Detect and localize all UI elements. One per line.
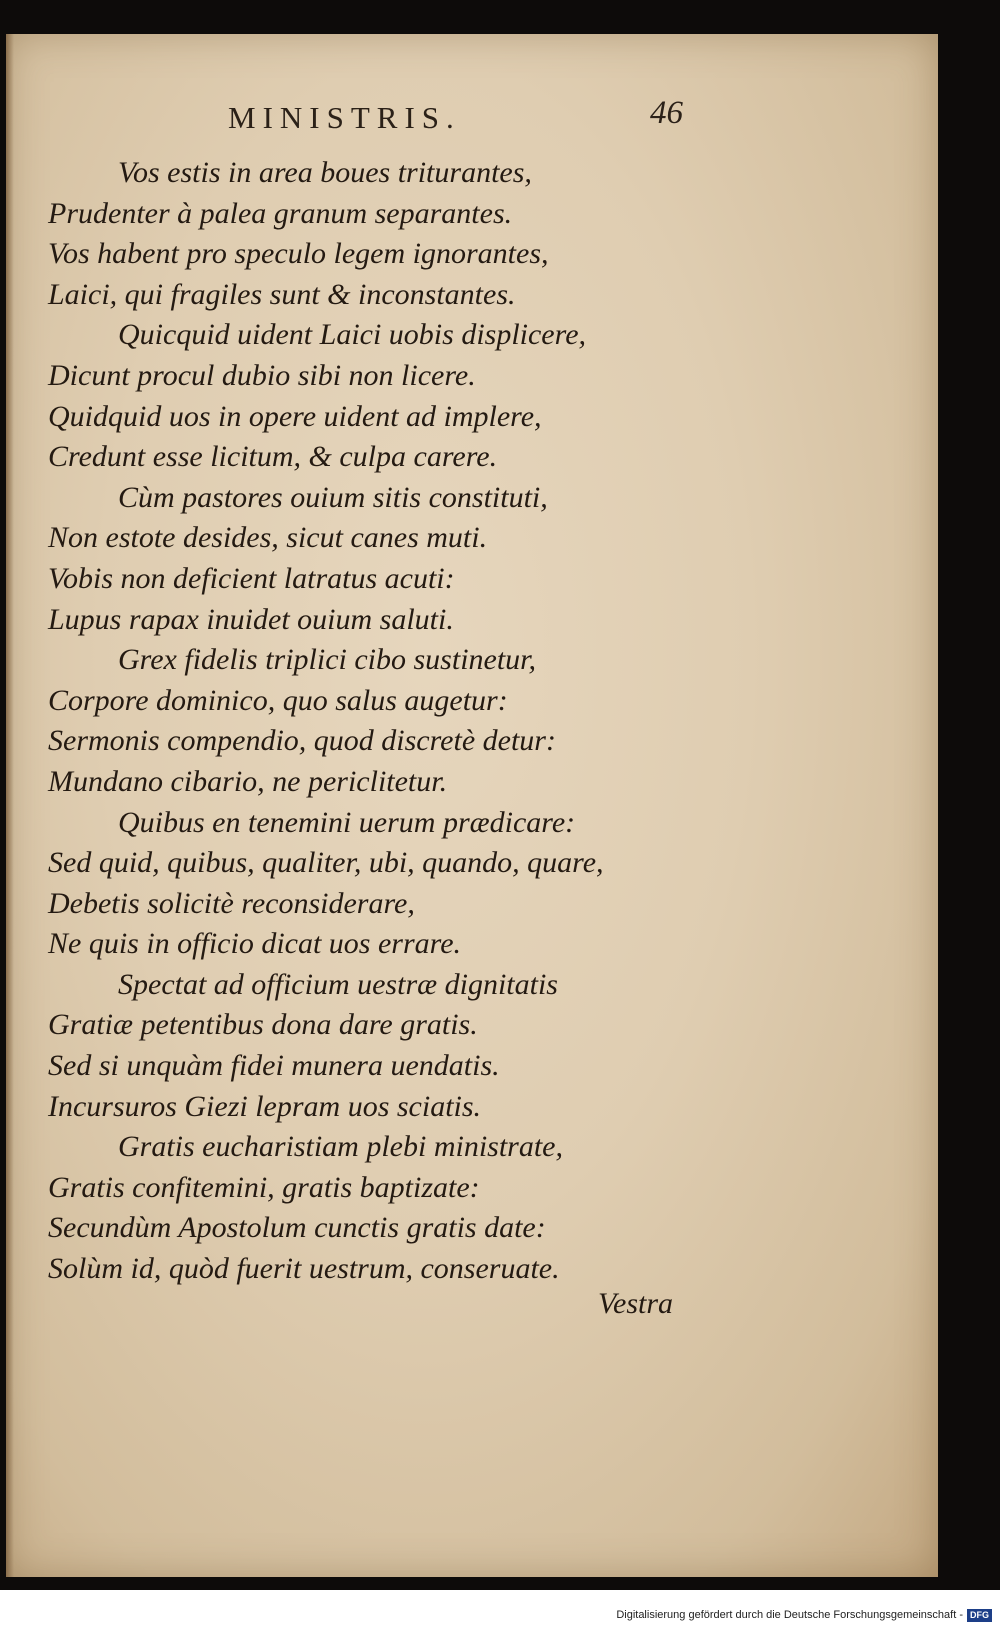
verse-line: Gratis confitemini, gratis baptizate: <box>48 1170 480 1204</box>
verse-line: Ne quis in officio dicat uos errare. <box>48 927 462 961</box>
running-head: MINISTRIS. <box>228 100 461 135</box>
verse-line: Prudenter à palea granum separantes. <box>48 196 513 230</box>
credit-text: Digitalisierung gefördert durch die Deutsche Forschungsgemeinschaft - <box>616 1609 963 1621</box>
verse-line: Non estote desides, sicut canes muti. <box>48 521 488 555</box>
verse-line: Secundùm Apostolum cunctis gratis date: <box>48 1211 546 1245</box>
verse-line: Sed si unquàm fidei munera uendatis. <box>48 1049 500 1083</box>
verse-line: Vos habent pro speculo legem ignorantes, <box>48 237 549 271</box>
verse-line: Spectat ad officium uestræ dignitatis <box>118 967 558 1001</box>
verse-line: Laici, qui fragiles sunt & inconstantes. <box>48 277 516 311</box>
verse-line: Cùm pastores ouium sitis constituti, <box>118 480 548 514</box>
verse-line: Debetis solicitè reconsiderare, <box>48 886 415 920</box>
verse-line: Quicquid uident Laici uobis displicere, <box>118 318 587 352</box>
verse-line: Gratiæ petentibus dona dare gratis. <box>48 1008 478 1042</box>
page-gutter-shadow <box>6 34 14 1577</box>
verse-line: Gratis eucharistiam plebi ministrate, <box>118 1130 563 1164</box>
verse-line: Credunt esse licitum, & culpa carere. <box>48 440 498 474</box>
verse-line: Grex fidelis triplici cibo sustinetur, <box>118 643 537 677</box>
verse-line: Corpore dominico, quo salus augetur: <box>48 683 508 717</box>
verse-line: Quidquid uos in opere uident ad implere, <box>48 399 542 433</box>
verse-line: Quibus en tenemini uerum prædicare: <box>118 805 576 839</box>
verse-line: Sed quid, quibus, qualiter, ubi, quando, quare, <box>48 846 604 880</box>
verse-line: Incursuros Giezi lepram uos sciatis. <box>48 1089 482 1123</box>
verse-text-block <box>48 153 698 1290</box>
verse-line: Lupus rapax inuidet ouium saluti. <box>48 602 454 636</box>
digitization-credit <box>616 1607 992 1623</box>
verse-line: Sermonis compendio, quod discretè detur: <box>48 724 556 758</box>
page-number: 46 <box>650 95 683 131</box>
verse-line: Mundano cibario, ne periclitetur. <box>48 764 448 798</box>
verse-line: Vobis non deficient latratus acuti: <box>48 561 455 595</box>
verse-line: Vos estis in area boues triturantes, <box>118 156 532 189</box>
verse-line: Dicunt procul dubio sibi non licere. <box>48 358 476 392</box>
catchword: Vestra <box>598 1287 673 1320</box>
verse-line: Solùm id, quòd fuerit uestrum, conseruate. <box>48 1252 560 1286</box>
dfg-logo: DFG <box>967 1609 992 1622</box>
